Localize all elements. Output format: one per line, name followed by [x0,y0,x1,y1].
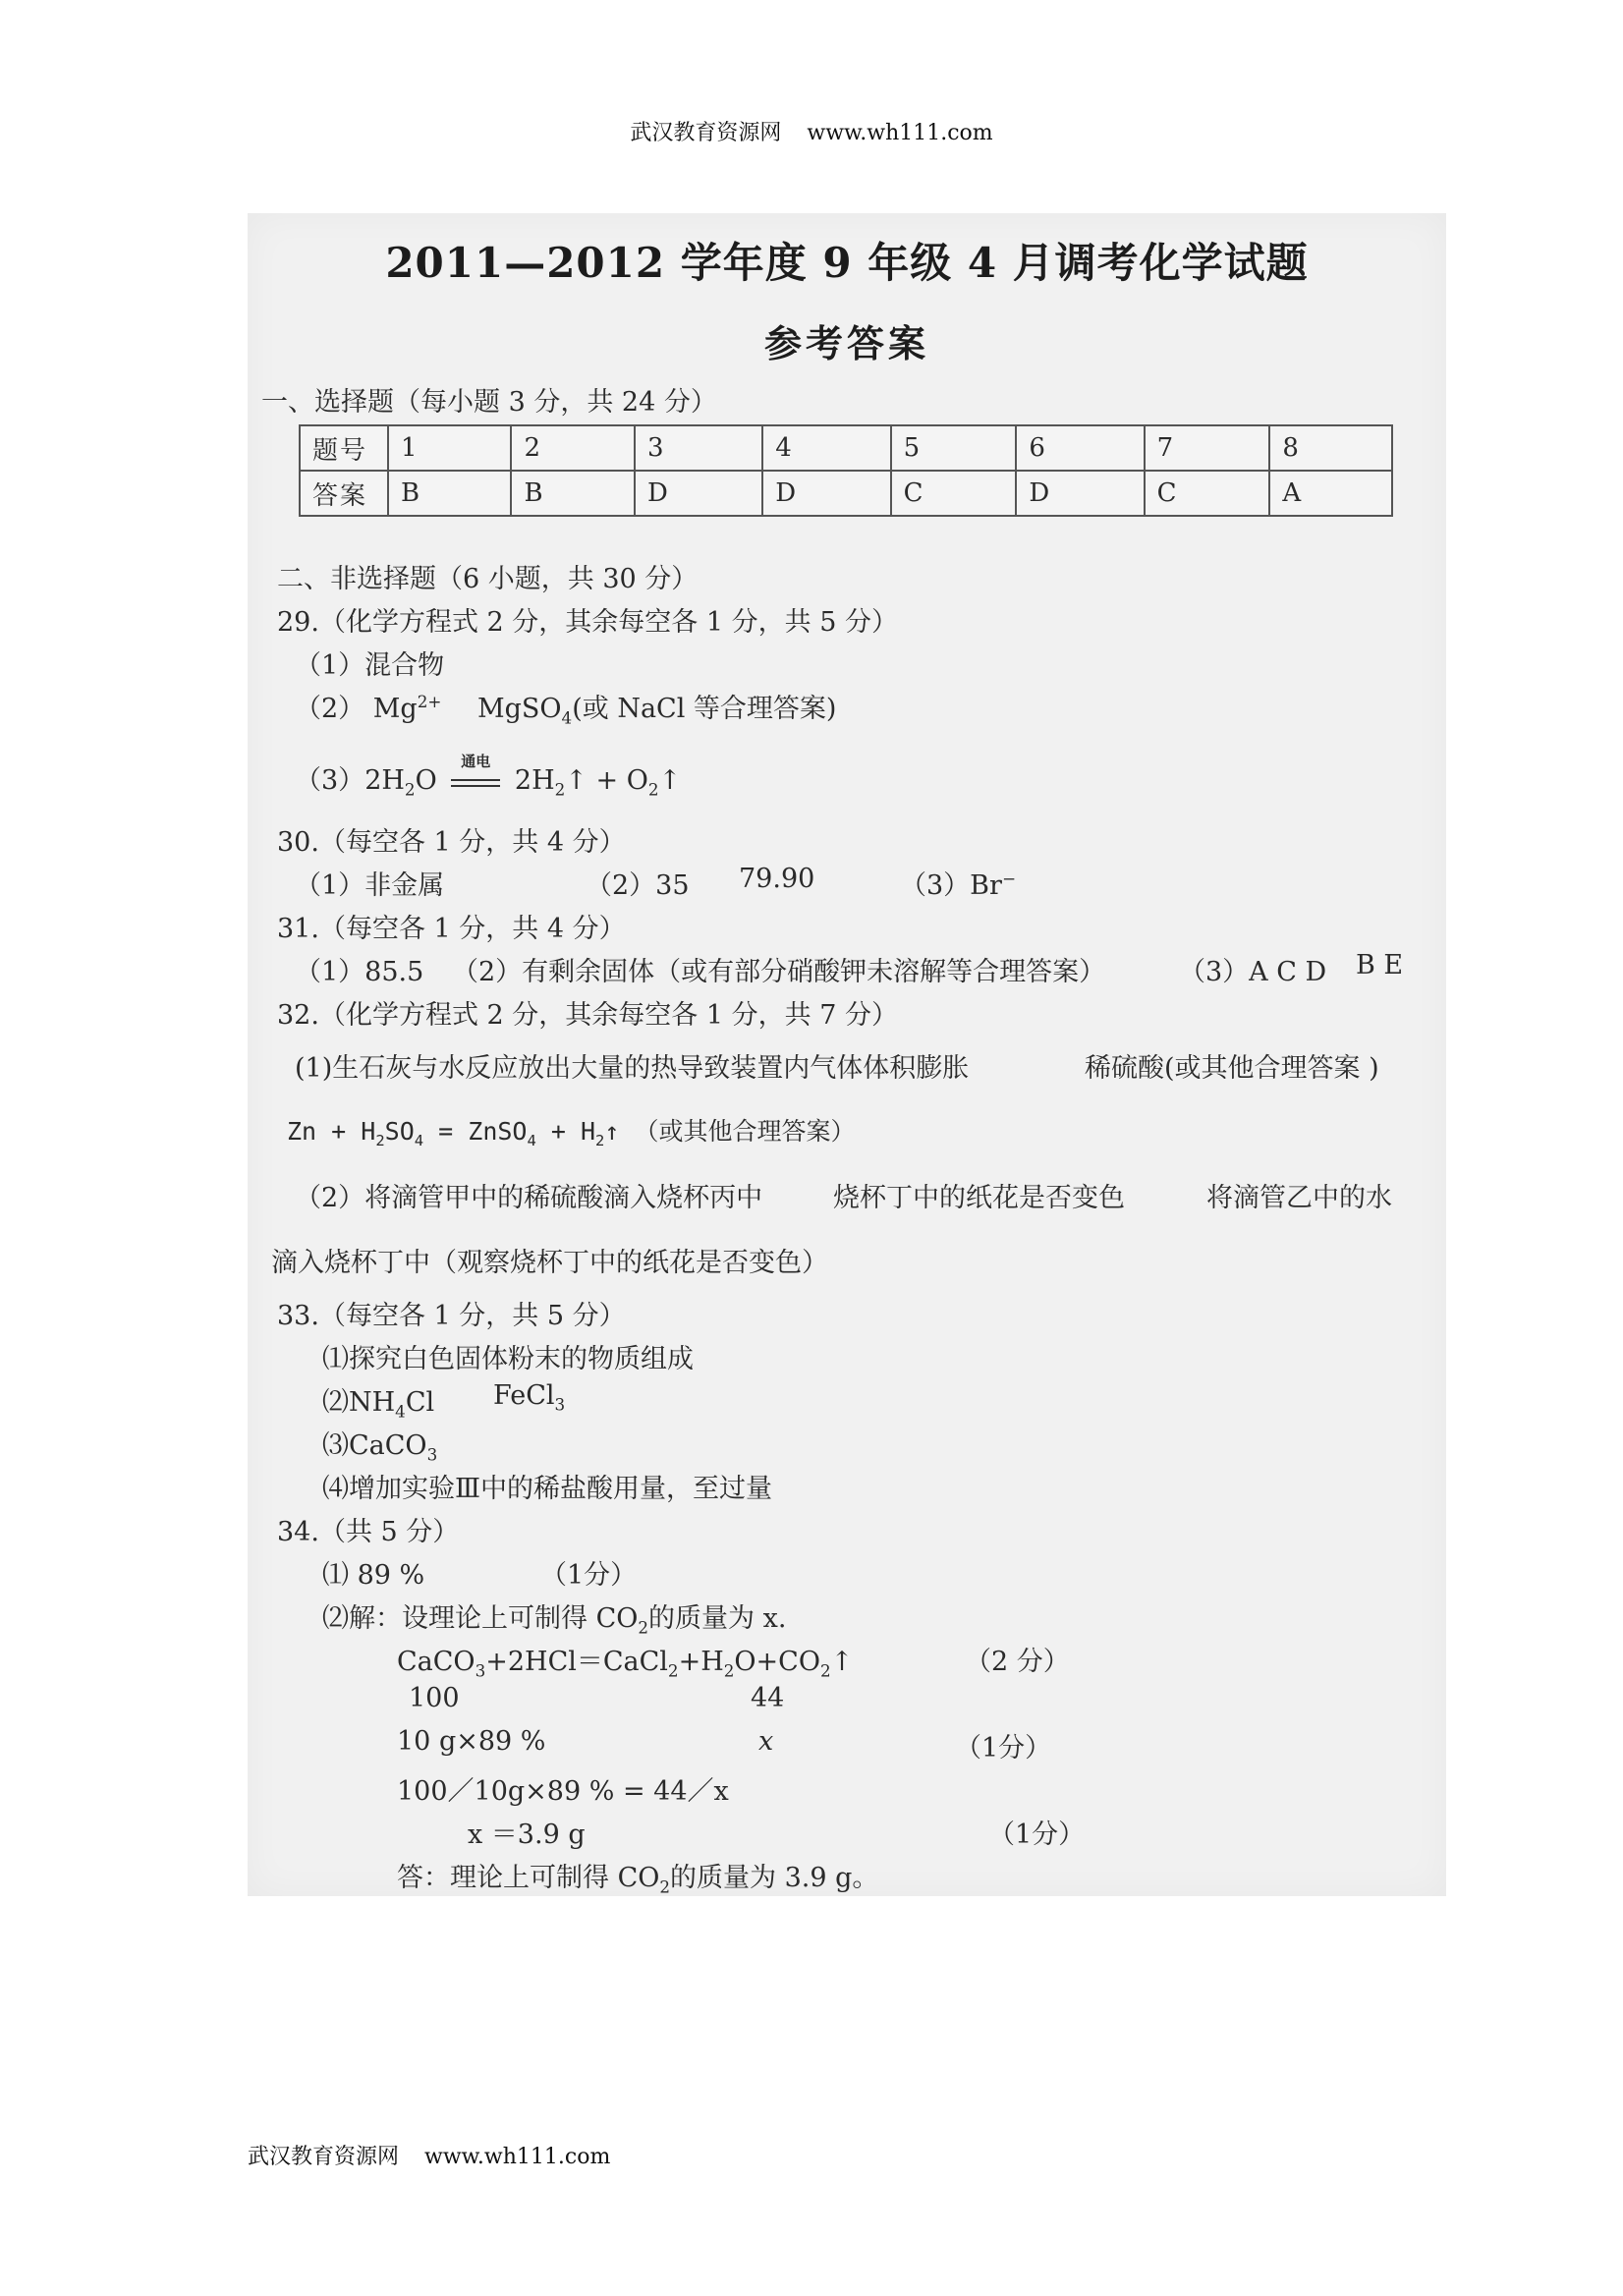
q34-result-score: （1分） [988,1820,1086,1850]
electrolysis-condition-sign: 通电 [449,770,502,794]
q32-answer-2: （2）将滴管甲中的稀硫酸滴入烧杯丙中 [295,1183,763,1213]
q29-answer-3: $(3)2H_2O$ 通电 $2H_2↑$ + $O_2↑$ [295,752,682,800]
table-cell: 7 [1145,425,1270,471]
scanned-answer-sheet [248,213,1446,1896]
table-cell: D [762,471,890,516]
section-1-heading: 一、选择题（每小题 3 分，共 24 分） [261,387,717,418]
table-cell: 4 [762,425,890,471]
q32-equation: $Zn + H_2SO_4$ = ZnSO$_4$ + $H_2↑$ （或其他合理答案） [287,1117,856,1149]
q34-reactant-mass: 10 g×89 % [397,1726,546,1757]
q34-result: x ＝3.9 g [468,1820,586,1850]
q34-ratio-score: （1分） [955,1733,1052,1764]
doc-subtitle: 参考答案 [763,321,929,365]
q30-heading: 30.（每空各 1 分，共 4 分） [277,827,626,858]
q33-answer-4: ⑷增加实验Ⅲ中的稀盐酸用量，至过量 [322,1474,773,1504]
doc-title: 2011—2012 学年度 9 年级 4 月调考化学试题 [385,239,1309,287]
table-cell: D [1016,471,1144,516]
q34-heading: 34.（共 5 分） [277,1517,460,1547]
q34-final-answer: 答：理论上可制得 $CO_2$的质量为 3.9 g。 [397,1863,879,1897]
table-row-head-number: 题号 [300,425,388,471]
q30-answer-2: （2）35 [586,870,690,901]
table-cell: C [891,471,1017,516]
q34-answer-1-score: （1分） [540,1560,638,1591]
q31-answer-3b: B E [1356,950,1404,980]
table-cell: B [511,471,634,516]
table-cell: A [1269,471,1392,516]
q29-answer-2: （2） $Mg^{2+}$ MgSO$_4$(或 NaCl 等合理答案) [295,692,837,728]
q32-heading: 32.（化学方程式 2 分，其余每空各 1 分，共 7 分） [277,1000,898,1031]
q32-answer-2d: 滴入烧杯丁中（观察烧杯丁中的纸花是否变色） [271,1248,828,1278]
footer-site-name: 武汉教育资源网 [248,2145,400,2169]
q33-answer-2: $⑵NH_4Cl$ [322,1387,435,1422]
q34-answer-1: ⑴ 89 % [322,1560,425,1591]
table-cell: 2 [511,425,634,471]
q33-answer-1: ⑴探究白色固体粉末的物质组成 [322,1344,694,1374]
footer-url[interactable]: www.wh111.com [424,2145,611,2169]
page-header [0,116,1623,146]
q30-answer-3: （3）Br− [900,868,1016,901]
q29-heading: 29.（化学方程式 2 分，其余每空各 1 分，共 5 分） [277,607,898,638]
q31-answer-1: （1）85.5 [295,957,424,987]
q34-equation-score: （2 分） [965,1647,1070,1677]
table-row [300,471,1392,516]
q30-answer-2b: 79.90 [739,864,815,894]
header-url[interactable]: www.wh111.com [807,121,993,145]
q32-answer-2b: 烧杯丁中的纸花是否变色 [833,1183,1125,1213]
table-cell: 6 [1016,425,1144,471]
q33-heading: 33.（每空各 1 分，共 5 分） [277,1301,626,1331]
q32-answer-1: (1)生石灰与水反应放出大量的热导致装置内气体体积膨胀 [295,1053,970,1084]
q34-molar-mass-2: 44 [751,1683,785,1713]
table-cell: 3 [635,425,762,471]
table-cell: 1 [388,425,511,471]
page-footer [248,2140,610,2170]
table-cell: 5 [891,425,1017,471]
table-cell: C [1145,471,1270,516]
q29-answer-1: （1）混合物 [295,650,445,681]
table-row [300,425,1392,471]
q33-answer-3: ⑶CaCO$_3$ [322,1430,438,1465]
q31-heading: 31.（每空各 1 分，共 4 分） [277,914,626,944]
table-cell: B [388,471,511,516]
q34-proportion: 100／10g×89 % = 44／x [397,1776,729,1807]
q31-answer-2: （2）有剩余固体（或有部分硝酸钾未溶解等合理答案） [452,957,1106,987]
answer-table [299,424,1393,517]
q34-answer-2: ⑵解：设理论上可制得 $CO_2$的质量为 x. [322,1603,787,1638]
q34-molar-mass-1: 100 [409,1683,460,1713]
q34-equation: $CaCO_3+2HCl=CaCl_2+H_2O+CO_2↑$ [397,1647,854,1681]
q32-answer-1b: 稀硫酸(或其他合理答案 ) [1085,1053,1379,1084]
q33-answer-2b: FeCl$_3$ [493,1380,566,1415]
table-cell: D [635,471,762,516]
table-row-head-answer: 答案 [300,471,388,516]
q32-answer-2c: 将滴管乙中的水 [1206,1183,1392,1213]
q30-answer-1: （1）非金属 [295,870,445,901]
table-cell: 8 [1269,425,1392,471]
q31-answer-3: （3）A C D [1179,957,1327,987]
header-site-name: 武汉教育资源网 [630,121,782,145]
q34-unknown: x [758,1726,774,1757]
section-2-heading: 二、非选择题（6 小题，共 30 分） [277,564,699,594]
